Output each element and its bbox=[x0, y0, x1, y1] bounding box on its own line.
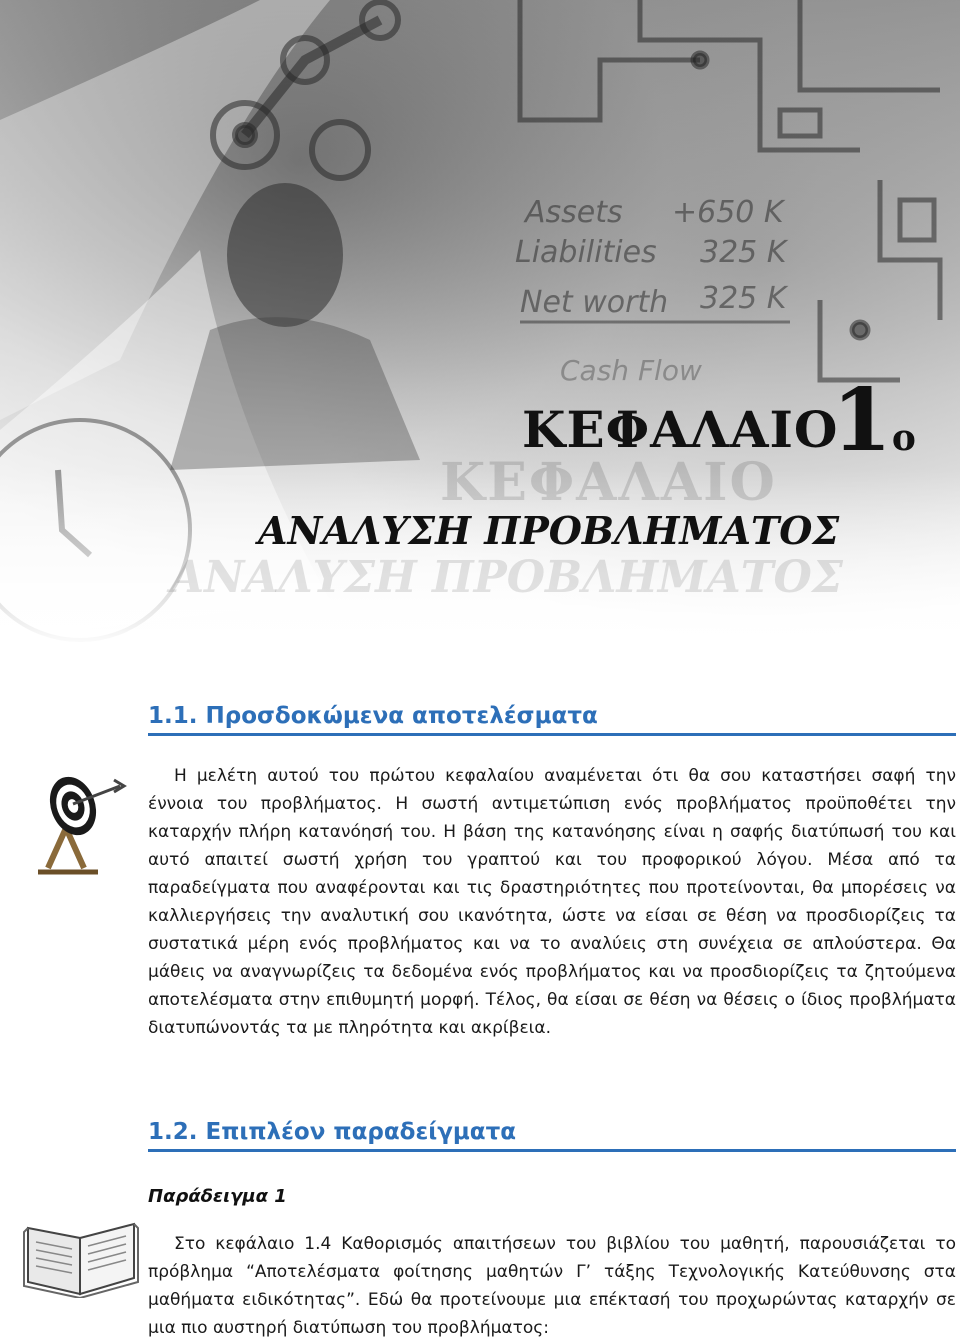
ledger-assets: Assets bbox=[525, 195, 623, 230]
ledger-net-worth-value: 325 K bbox=[700, 281, 787, 316]
handwritten-ledger bbox=[515, 195, 789, 387]
section-heading-more-examples: 1.2. Επιπλέον παραδείγματα bbox=[148, 1119, 956, 1152]
chapter-title-shadow: ΚΕΦΑΛΑΙΟ bbox=[440, 452, 777, 513]
chapter-banner bbox=[0, 0, 960, 650]
chapter-subtitle-shadow: ΑΝΑΛΥΣΗ ΠΡΟΒΛΗΜΑΤΟΣ bbox=[170, 552, 843, 603]
target-icon bbox=[18, 768, 128, 876]
chapter-number-ordinal: ο bbox=[891, 417, 916, 459]
ledger-cash-flow: Cash Flow bbox=[560, 354, 702, 387]
example-paragraph: Στο κεφάλαιο 1.4 Καθορισμός απαιτήσεων του βιβλίου του μαθητή, παρουσιάζεται το πρόβλημα “Αποτελέσματα φοίτησης μαθητών Γ’ τάξης Τεχνολογικής Κατεύθυνσης στα μαθήματα ειδικότητας”. Εδώ θα προτείνουμε μια επέκτασή του προχωρώντας καταρχήν σε μια πιο αυστηρή διατύπωση του προβλήματος: bbox=[148, 1234, 956, 1338]
expected-results-paragraph: Η μελέτη αυτού του πρώτου κεφαλαίου αναμένεται ότι θα σου καταστήσει σαφή την έννοια του προβλήματος. Η σωστή αντιμετώπιση ενός προβλήματος προϋποθέτει την καταρχήν πλήρη κατανόησή του. Η βάση της κατανόησης είναι η σαφής διατύπωσή του και αυτό απαιτεί σωστή χρήση του γραπτού και του προφορικού λόγου. Μέσα από τα παραδείγματα που αναφέρονται και τις δραστηριότητες που προτείνονται, θα μπορέσεις να καλλιεργήσεις την αναλυτική σου ικανότητα, ώστε να είσαι σε θέση να προσδιορίζεις τα συστατικά μέρη ενός προβλήματος και να το αναλύεις στη συνέχεια σε απλούστερα. Θα μάθεις να αναγνωρίζεις τα δεδομένα ενός προβλήματος και να προσδιορίζεις τα ζητούμενα αποτελέσματα στην επιθυμητή μορφή. Τέλος, θα είσαι σε θέση να θέσεις ο ίδιος προβλήματα διατυπώνοντάς τα με πληρότητα και ακρίβεια. bbox=[148, 766, 956, 1038]
chapter-subtitle: ΑΝΑΛΥΣΗ ΠΡΟΒΛΗΜΑΤΟΣ bbox=[258, 508, 840, 553]
ledger-liabilities: Liabilities bbox=[515, 235, 657, 270]
chapter-number-digit: 1 bbox=[832, 370, 892, 471]
ledger-assets-value: +650 K bbox=[672, 195, 784, 230]
open-book-icon bbox=[22, 1206, 140, 1298]
ledger-net-worth: Net worth bbox=[520, 285, 669, 320]
chapter-title: ΚΕΦΑΛΑΙΟ bbox=[522, 400, 839, 459]
example-label: Παράδειγμα 1 bbox=[148, 1186, 287, 1207]
section-heading-expected-results: 1.1. Προσδοκώμενα αποτελέσματα bbox=[148, 703, 956, 736]
chapter-number bbox=[832, 370, 916, 471]
ledger-liabilities-value: 325 K bbox=[700, 235, 787, 270]
